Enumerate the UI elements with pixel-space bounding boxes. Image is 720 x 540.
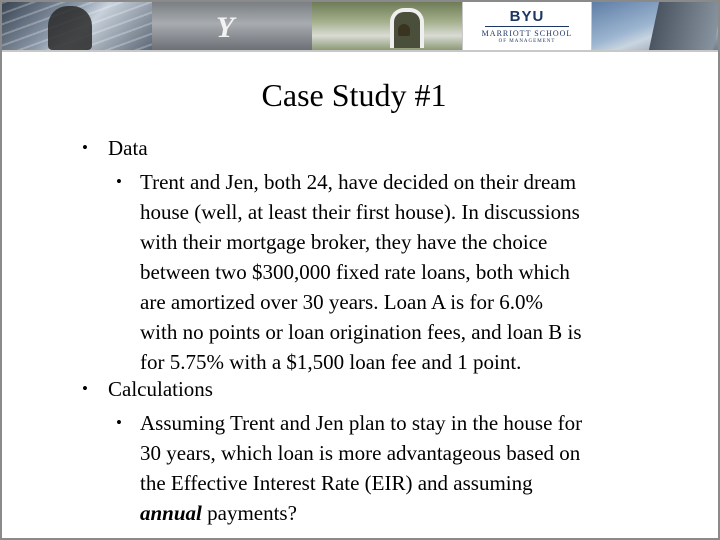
bullet-icon: • [82, 138, 88, 157]
text-line: Assuming Trent and Jen plan to stay in the house for [140, 411, 583, 435]
section-heading-calculations: Calculations [108, 377, 213, 401]
logo-wordmark: BYU [509, 8, 545, 25]
bullet-icon: • [82, 379, 88, 398]
logo-school-sub: OF MANAGEMENT [498, 39, 556, 44]
banner-photo-statue [2, 2, 152, 50]
emphasis-annual: annual [140, 501, 202, 525]
bell-icon [398, 24, 410, 36]
section-heading-data: Data [108, 136, 148, 160]
text-line: with no points or loan origination fees, and loan B is [140, 320, 582, 344]
text-line: are amortized over 30 years. Loan A is for 6.0% [140, 290, 543, 314]
slide-title-text: Case Study #1 [261, 77, 447, 113]
header-banner [2, 2, 718, 50]
header-divider [2, 50, 718, 52]
logo-rule [485, 26, 569, 27]
bullet-icon: • [116, 413, 122, 432]
text-line: for 5.75% with a $1,500 loan fee and 1 point. [140, 350, 522, 374]
text-line: with their mortgage broker, they have the choice [140, 230, 548, 254]
calculations-question [140, 408, 700, 528]
logo-school-name: MARRIOTT SCHOOL [481, 29, 573, 38]
text-line: house (well, at least their first house). In discussions [140, 200, 580, 224]
banner-photo-building [592, 2, 718, 50]
banner-photo-bell-tower [312, 2, 462, 50]
bullet-icon: • [116, 172, 122, 191]
text-line: 30 years, which loan is more advantageous based on [140, 441, 581, 465]
byu-marriott-logo [462, 2, 592, 50]
text-line-rest: payments? [201, 501, 297, 525]
statue-silhouette [48, 6, 92, 50]
text-line-last [140, 498, 700, 528]
text-line: between two $300,000 fixed rate loans, both which [140, 260, 570, 284]
banner-photo-y-mountain [152, 2, 312, 50]
data-description [140, 167, 700, 377]
text-line: the Effective Interest Rate (EIR) and assuming [140, 471, 533, 495]
slide-title [2, 76, 718, 114]
building-shape [649, 2, 718, 50]
text-line: Trent and Jen, both 24, have decided on their dream [140, 170, 577, 194]
y-mark-icon: Y [216, 11, 235, 44]
